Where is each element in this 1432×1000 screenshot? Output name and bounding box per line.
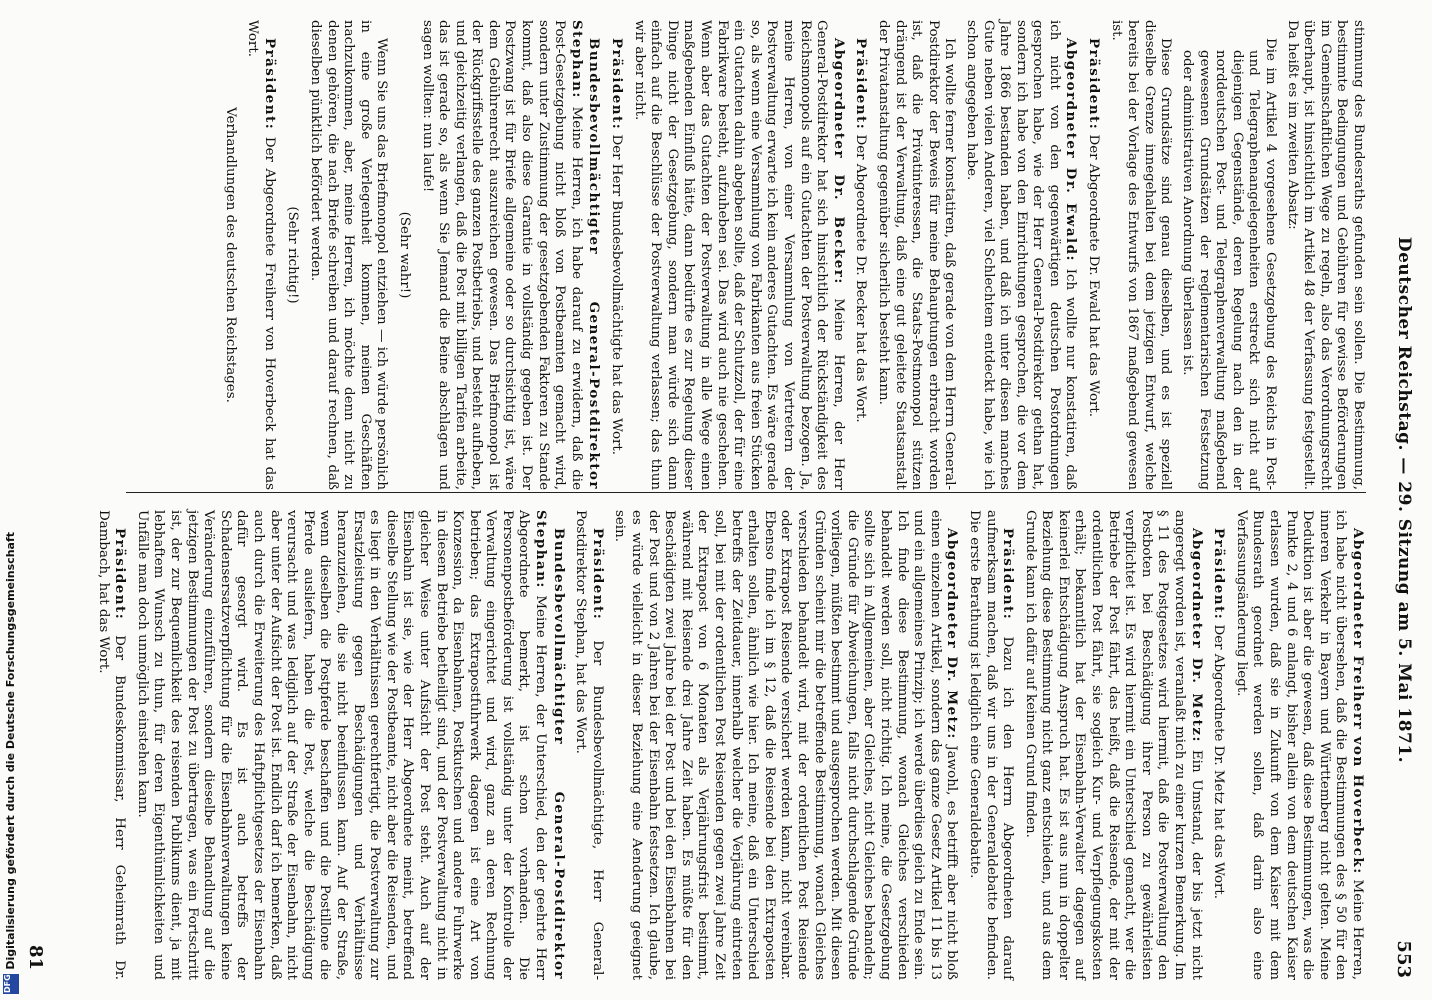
- speaker-label: Bundesbevollmächtigter General-Postdirektor Stephan:: [533, 510, 567, 980]
- speaker-label: Präsident:: [112, 528, 129, 621]
- paragraph-text: Der Abgeordnete Dr. Becker hat das Wort.: [853, 134, 869, 423]
- paragraph: [306, 20, 389, 490]
- paragraph: [1107, 20, 1173, 490]
- paragraph: [1283, 20, 1366, 490]
- paragraph-text: Die im Artikel 4 vorgesehene Gesetzgebung des Reichs in Post- und Telegraphenangelegenheiten erstreckt sich nicht auf diejenigen Gegenstände, deren Regelung nach den in der norddeutschen Post- und Telegraphenverwaltung maßgebend gewesenen Grundsätzen der reglementarischen Festsetzung oder administrativen Anordnung überlassen ist.: [1180, 38, 1279, 490]
- speaker-label: Präsident:: [853, 38, 870, 131]
- center-note: [221, 20, 238, 490]
- speaker-label: Abgeordneter Dr. Becker:: [830, 38, 847, 285]
- speaker-label: Präsident:: [589, 528, 606, 621]
- paragraph: [572, 510, 606, 980]
- dfg-credit-text: Digitalisierung gefördert durch die Deutsche Forschungsgemeinschaft: [4, 532, 17, 970]
- speaker-label: Präsident:: [1000, 528, 1017, 621]
- paragraph-text: Ein Umstand, der bis jetzt nicht angeregt worden ist, veranlaßt mich zu einer kurzen Bemerkung. Im § 11 des Postgesetzes wird hiermit, daß die Postverwaltung den Postboten bei Beschädigung ihrer Person zu gewährleisten verpflichtet ist. Es wird hiermit ein Unterschied gemacht, wer die Betriebe der Post fährt, das heißt, daß die Reisende, der mit der ordentlichen Post fährt, sie sogleich Kur- und Verpflegungskosten erhält; bekanntlich hat der Eisenbahn-Verwalter dagegen auf keinerlei Entschädigung Anspruch hat. Es ist aus nun in doppelter Beziehung diese Bestimmung nicht ganz entschieden, und aus dem Grunde kann ich dafür auf keinen Grund finden.: [1022, 510, 1204, 980]
- paragraph: [852, 20, 870, 490]
- paragraph-text: Jawohl, es betrifft aber nicht bloß einen einzelnen Artikel, sondern das ganze Gesetz Artikel 11 bis 13 und ein allgemeines Prinzip; ich werde überdies gleich zu Ende sein. Ich finde diese Bestimmung, wonach Gleiches verschieden behandelt werden soll, nicht richtig. Ich meine, die Gesetzgebung sollte sich in Allgemeinen, aber Gleiches, nicht Gleiches behandeln; die Gründe für Abweichungen, falls nicht durchschlagende Gründe vorliegen, müßten bestimmt und ausgesprochen werden. Mit diesen Gründen scheint mir die betreffende Bestimmung, wonach Gleiches verschieden behandelt wird, mit der ordentlichen Post Reisende oder Extrapost Reisende versichert werden kann, nicht vereinbar. Ebenso finde ich im § 12, daß die Reisende bei den Extraposten erhalten sollen, ähnlich wie hier. Ich meine, daß ein Unterschied betreffs der Zeitdauer, innerhalb welcher die Verjährung eintreten soll, bei mit der ordentlichen Post Reisenden gegen zwei Jahre Zeit der Extrapost von 6 Monaten als Verjährungsfrist bestimmt, während mit Reisende drei Jahre Zeit haben. Es müßte für den Beschädigten zwei Jahre bei der Post und bei den Eisenbahnen bei der Post und von 2 Jahren bei der Eisenbahn festsetzen. Ich glaube, es würde vielleicht in dieser Beziehung eine Aenderung geeignet sein.: [612, 510, 960, 980]
- paragraph-text: Der Bundeskommissar, Herr Geheimrath Dr. Dambach, hat das Wort.: [95, 510, 128, 980]
- dfg-credit: [0, 0, 22, 1000]
- paragraph: [1085, 20, 1103, 490]
- paragraph-text: Meine Herren, der Unterschied, den der geehrte Herr Abgeordnete bemerkt, ist schon vorhanden. Die Personenpostbeförderung ist vollständig unter der Kontrolle der Verwaltung eingerichtet und wird, ganz an deren Rechnung betrieben; das Extrapostfuhrwerk dagegen ist eine Art von Konzession, da Eisenbahnen, Postkutschen und andere Fuhrwerke in diesem Betriebe betheiligt sind, und der Postverwaltung nicht in gleicher Weise unter Aufsicht der Post steht. Auch auf der Eisenbahn ist sie, wie der Herr Abgeordnete meint, betreffend dieselbe Stellung wie der Postbeamte, nicht aber die Reisenden, und es liegt in den Verhältnissen gerechtfertigt, die Postverwaltung zur Ersatzleistung gegen Beschädigungen und Verhältnisse heranzuziehen, die sie nicht beeinflussen kann. Auf der Straße, wenn dieselben die Postpferde beschaffen und die Postillone die Pferde ausliefern, haben die Post, welche die Beschädigung verursacht und was lediglich auf der Straße der Eisenbahn, nicht aber unter der Aufsicht der Post ist. Endlich darf ich bemerken, daß auch durch die Erweiterung des Haftpflichtgesetzes der Eisenbahn dafür gesorgt wird. Es ist auch betreffs der Schadensersatzverpflichtung für die Eisenbahnverwaltungen keine Veränderung einzuführen, sondern dieselbe Behandlung auf die jetzigen Bestimmungen der Post zu übertragen, was ein Fortschritt ist, der zur Bequemlichkeit des reisenden Publikums dient, ja mit lebhaftem Wunsch zu thun, für deren Eigenthümlichkeiten und Unfälle man doch unmöglich einstehen kann.: [134, 510, 549, 980]
- speaker-label: Abgeordneter Dr. Metz:: [944, 528, 961, 740]
- paragraph: [1021, 510, 1205, 980]
- paragraph: [244, 20, 278, 490]
- sheet-number: 81: [25, 944, 46, 970]
- column-divider: [126, 492, 1366, 493]
- paragraph-text: (Sehr wahr!): [396, 211, 412, 299]
- paragraph: [874, 20, 957, 490]
- paragraph-text: Der Abgeordnete Dr. Metz hat das Wort.: [1211, 624, 1227, 900]
- paragraph-text: Meine Herren, ich habe darauf zu erwidern, daß die Post-Gesetzgebung nicht bloß von Postbeamten gemacht wird, sondern unter Zustimmung der gesetzgebenden Faktoren zu Stande kommt, daß also diese Garantie in vollständig gegeben ist. Der Postzwang ist für Briefe allgemeine oder so durchsichtig ist, wäre dem Gebührenrecht auszureichen gewesen. Das Briefmonopol ist der Rückgriffsstelle des ganzen Postbetriebs, und besteht aufheben, und gleichzeitig verlangen, daß die Post mit billigen Tarifen arbeite, das ist gerade so, als wenn Sie Jemand die Beine abschlagen und sagen wollten: nun laufe!: [419, 20, 584, 490]
- paragraph: [1232, 510, 1366, 980]
- speaker-label: Abgeordneter Dr. Ewald:: [1063, 38, 1080, 262]
- paragraph: [1210, 510, 1228, 980]
- paragraph: [630, 20, 847, 490]
- paragraph: [133, 510, 566, 980]
- paragraph-text: Wenn Sie uns das Briefmonopol entziehen — ich würde persönlich in eine große Verlegenheit kommen, meinen Geschäften nachzukommen, aber, meine Herren, ich möchte denn nicht zu denen gehören, die nach Briefe schreiben und darauf rechnen, daß dieselben pünktlich befördert werden.: [307, 20, 390, 490]
- paragraph-text: Ich wollte nur konstatiren, daß ich nicht von den gegenwärtigen deutschen Postordnungen gesprochen habe, wie der Herr General-Postdirektor gethan hat, sondern ich habe von den Einrichtungen gesprochen, die vor dem Jahre 1866 bestanden haben, und daß ich unter diesen manches Gute neben vielen Anderen, viel Schlechtem entdeckt habe, wie ich schon angegeben habe.: [963, 20, 1079, 490]
- paragraph-text: Dazu ich den Herrn Abgeordneten darauf aufmerksam machen, daß wir uns in der Generaldebatte befinden. Die erste Berathung ist lediglich eine Generaldebatte.: [966, 510, 1016, 980]
- page-number: 553: [1393, 940, 1414, 978]
- paragraph-text: stimmung des Bundesraths gefunden sein sollen. Die Bestimmung, bestimmte Bedingungen und Gebühren für gewisse Beförderungen im Gemeinschaftlichen Wege zu regeln, also das Verordnungsrecht überhaupt, ist hinsichtlich im Artikel 48 der Verfassung festgestellt. Da heißt es im zweiten Absatz:: [1284, 20, 1366, 490]
- paragraph-text: Ich wollte ferner konstatiren, daß gerade von dem Herrn General-Postdirektor der Beweis für meine Behauptungen erbracht worden ist, daß die Privatinteressen, die Staats-Postmonopol stützen drängend ist der Verwaltung, daß eine gut geleitete Staatsanstalt der Privatanstaltung gegenüber sicherlich besteht kann.: [875, 20, 958, 490]
- paragraph-text: Verhandlungen des deutschen Reichstages.: [222, 107, 238, 403]
- left-column: [215, 20, 1366, 490]
- paragraph: [962, 20, 1079, 490]
- running-title: Deutscher Reichstag. — 29. Sitzung am 5. Mai 1871.: [1394, 236, 1414, 764]
- paragraph: [418, 20, 603, 490]
- speaker-label: Präsident:: [261, 38, 278, 131]
- paragraph: [94, 510, 128, 980]
- paragraph-text: (Sehr richtig!): [285, 206, 301, 304]
- paragraph-text: Der Herr Bundesbevollmächtigte hat das Wort.: [609, 134, 625, 456]
- paragraph-text: Diese Grundsätze sind genau dieselben, und es ist speziell dieselbe Grenze innegehalten bei dem jetzigen Entwurf, welche bereits bei der Vorlage des Entwurfs von 1867 maßgebend gewesen ist.: [1108, 20, 1174, 490]
- paragraph: [965, 510, 1016, 980]
- paragraph-text: Der Abgeordnete Freiherr von Hoverbeck hat das Wort.: [245, 20, 277, 490]
- speaker-label: Abgeordneter Freiherr von Hoverbeck:: [1350, 528, 1366, 875]
- speaker-label: Bundesbevollmächtigter General-Postdirektor Stephan:: [568, 20, 603, 490]
- paragraph-text: Der Bundesbevollmächtigte, Herr General-Postdirektor Stephan, hat das Wort.: [573, 510, 605, 980]
- speaker-label: Präsident:: [1086, 38, 1103, 131]
- paragraph: [611, 510, 960, 980]
- paragraph: [607, 20, 625, 490]
- dfg-logo-icon: DFG: [3, 974, 19, 994]
- center-note: [284, 20, 301, 490]
- paragraph-text: Meine Herren, der Herr General-Postdirektor hat sich hinsichtlich der Rückständigkeit des Reichsmonopols auf ein Gutachten der Postverwaltung bezogen. Ja, meine Herren, von einer Versammlung von Vertretern der Postverwaltung erwarte ich kein anderes Gutachten. Es wäre gerade so, als wenn eine Versammlung von Fabrikanten aus freien Stücken ein Gutachten dahin abgeben sollte, daß der Schutzzoll, der für eine Fabrikware besteht, aufzuheben sei. Das wird auch nie geschehen. Wenn aber das Gutachten der Postverwaltung in alle Wege einen maßgebenden Einfluß hätte, dann bedürfte es zur Regelung dieser Dinge nicht der Gesetzgebung, sondern man würde sich dann einfach auf die Beschlüsse der Postverwaltung verlassen; das thun wir aber nicht.: [631, 20, 846, 491]
- page-header: [1374, 20, 1414, 980]
- paragraph-text: Meine Herren, ich habe nicht übersehen, daß die Bestimmungen des § 50 für den inneren Verkehr in Bayern und Württemberg nicht gelten. Meine Deduktion ist aber die gewesen, daß diese Bestimmungen, was die Punkte 2, 4 und 6 anlangt, bisher allein von dem deutschen Kaiser erlassen wurden, daß sie in Zukunft von dem Kaiser mit dem Bundesrath geordnet werden sollen, daß darin also eine Verfassungsänderung liegt.: [1233, 510, 1365, 981]
- quoted-passage: [1178, 38, 1279, 490]
- speaker-label: Abgeordneter Dr. Metz:: [1188, 528, 1205, 743]
- center-note: [395, 20, 412, 490]
- right-column: [89, 510, 1366, 980]
- speaker-label: Präsident:: [609, 38, 626, 131]
- paragraph-text: Der Abgeordnete Dr. Ewald hat das Wort.: [1086, 134, 1102, 418]
- speaker-label: Präsident:: [1211, 528, 1228, 621]
